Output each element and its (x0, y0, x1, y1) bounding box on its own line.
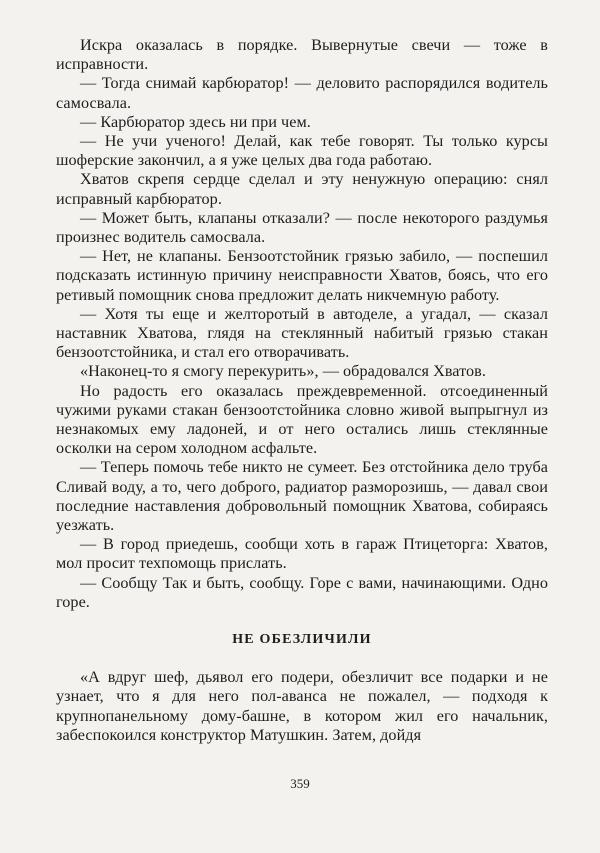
paragraph-1: Искра оказалась в порядке. Вывернутые свечи — тоже в исправности. (56, 36, 548, 74)
paragraph-9: «Наконец-то я смогу перекурить», — обрадовался Хватов. (80, 362, 486, 381)
paragraph-11: — Теперь помочь тебе никто не сумеет. Без отстойника дело труба Сливай воду, а то, чего доброго, радиатор разморозишь, — давал свои последние наставления добровольный помощник Хватова, собираясь уезжать. (56, 458, 548, 535)
paragraph-4: — Не учи ученого! Делай, как тебе говорят. Ты только курсы шоферские закончил, а я уже целых два года работаю. (56, 132, 548, 170)
paragraph-8: — Хотя ты еще и желторотый в автоделе, а угадал, — сказал наставник Хватова, глядя на стеклянный набитый грязью стакан бензоотстойника, и стал его отворачивать. (56, 304, 548, 362)
chapter-heading: НЕ ОБЕЗЛИЧИЛИ (232, 632, 372, 648)
paragraph-7: — Нет, не клапаны. Бензоотстойник грязью забило, — поспешил подсказать истинную причину неисправности Хватов, боясь, что его ретивый помощник снова предложит делать никчемную работу. (56, 247, 548, 304)
page-number: 359 (290, 776, 310, 791)
closing-paragraph: «А вдруг шеф, дьявол его подери, обезличит все подарки и не узнает, что я для него пол-аванса не пожалел, — подходя к крупнопанельному дому-башне, в котором жил его начальник, забеспокоился конструктор Матушкин. Затем, дойдя (56, 668, 548, 744)
paragraph-6: — Может быть, клапаны отказали? — после некоторого раздумья произнес водитель самосвала. (56, 208, 548, 247)
paragraph-12: — В город приедешь, сообщи хоть в гараж Птицеторга: Хватов, мол просит техпомощь прислать. (56, 535, 548, 573)
paragraph-2: — Тогда снимай карбюратор! — деловито распорядился водитель самосвала. (56, 74, 548, 112)
paragraph-5: Хватов скрепя сердце сделал и эту ненужную операцию: снял исправный карбюратор. (56, 170, 548, 208)
paragraph-13: — Сообщу Так и быть, сообщу. Горе с вами, начинающими. Одно горе. (56, 573, 548, 611)
book-page (56, 36, 548, 745)
paragraph-3: — Карбюратор здесь ни при чем. (80, 112, 311, 131)
paragraph-10: Но радость его оказалась преждевременной. отсоединенный чужими руками стакан бензоотстойника словно живой выпрыгнул из незнакомых ему ладоней, и от него остались лишь стеклянные осколки на сером холодном асфальте. (56, 381, 548, 458)
